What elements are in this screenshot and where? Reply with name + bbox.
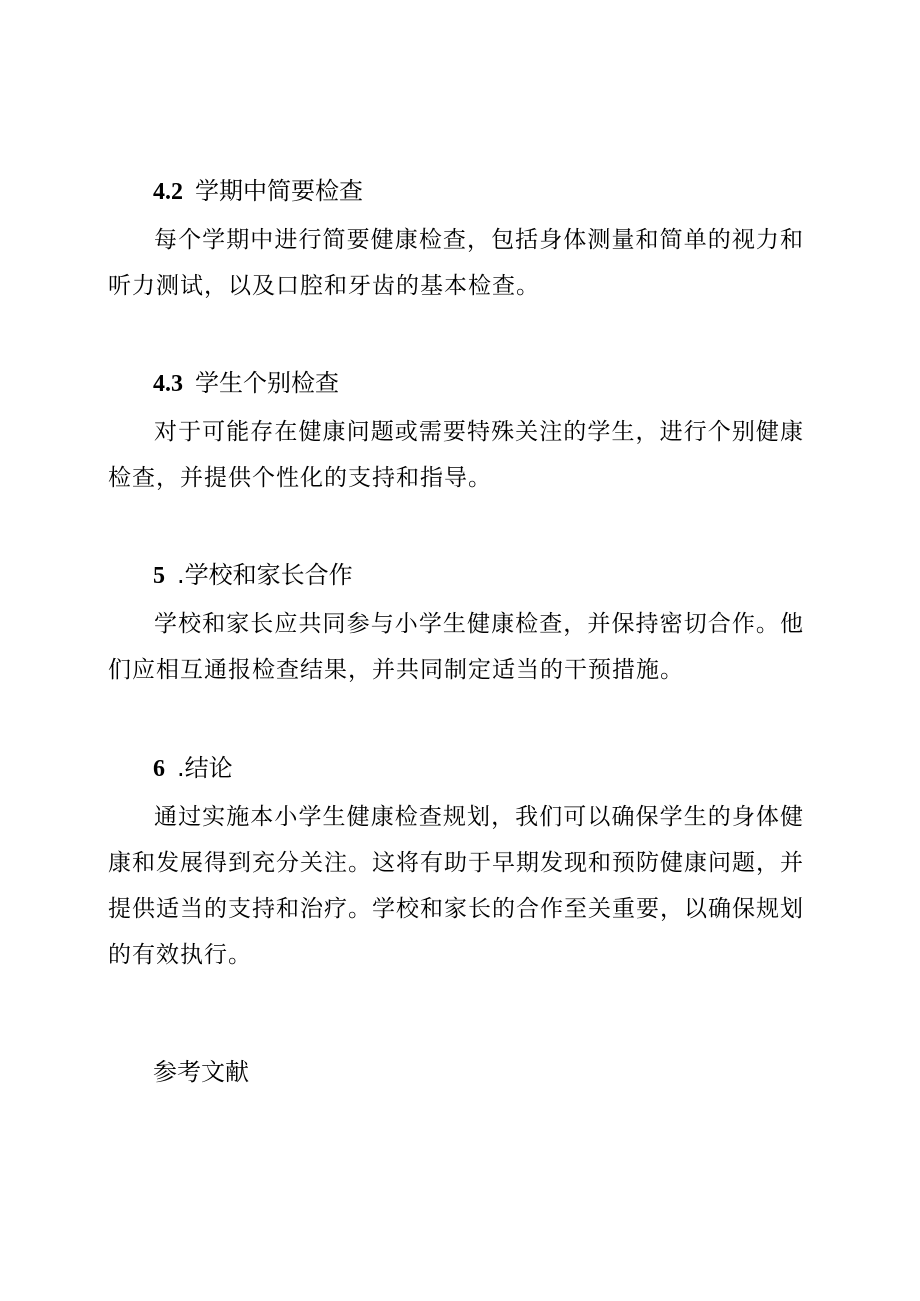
section-body-4-2: 每个学期中进行简要健康检查，包括身体测量和简单的视力和听力测试，以及口腔和牙齿的基本检查。 xyxy=(108,227,804,299)
section-number: 4.3 xyxy=(153,371,183,397)
section-title: 学期中简要检查 xyxy=(195,177,363,205)
section-number: 6 xyxy=(153,756,165,782)
references-heading xyxy=(153,1057,249,1087)
references-title: 参考文献 xyxy=(153,1058,249,1086)
section-title: .结论 xyxy=(177,754,233,782)
section-body-5: 学校和家长应共同参与小学生健康检查，并保持密切合作。他们应相互通报检查结果，并共同制定适当的干预措施。 xyxy=(108,611,804,683)
section-title: 学生个别检查 xyxy=(195,369,339,397)
section-number: 5 xyxy=(153,563,165,589)
section-number: 4.2 xyxy=(153,179,183,205)
section-title: .学校和家长合作 xyxy=(177,561,353,589)
section-heading-4-2 xyxy=(153,176,363,207)
section-heading-6 xyxy=(153,753,233,784)
section-body-4-3: 对于可能存在健康问题或需要特殊关注的学生，进行个别健康检查，并提供个性化的支持和指导。 xyxy=(108,419,804,491)
section-heading-4-3 xyxy=(153,368,339,399)
section-heading-5 xyxy=(153,560,353,591)
section-body-6: 通过实施本小学生健康检查规划，我们可以确保学生的身体健康和发展得到充分关注。这将有助于早期发现和预防健康问题，并提供适当的支持和治疗。学校和家长的合作至关重要，以确保规划的有效执行。 xyxy=(108,804,804,968)
